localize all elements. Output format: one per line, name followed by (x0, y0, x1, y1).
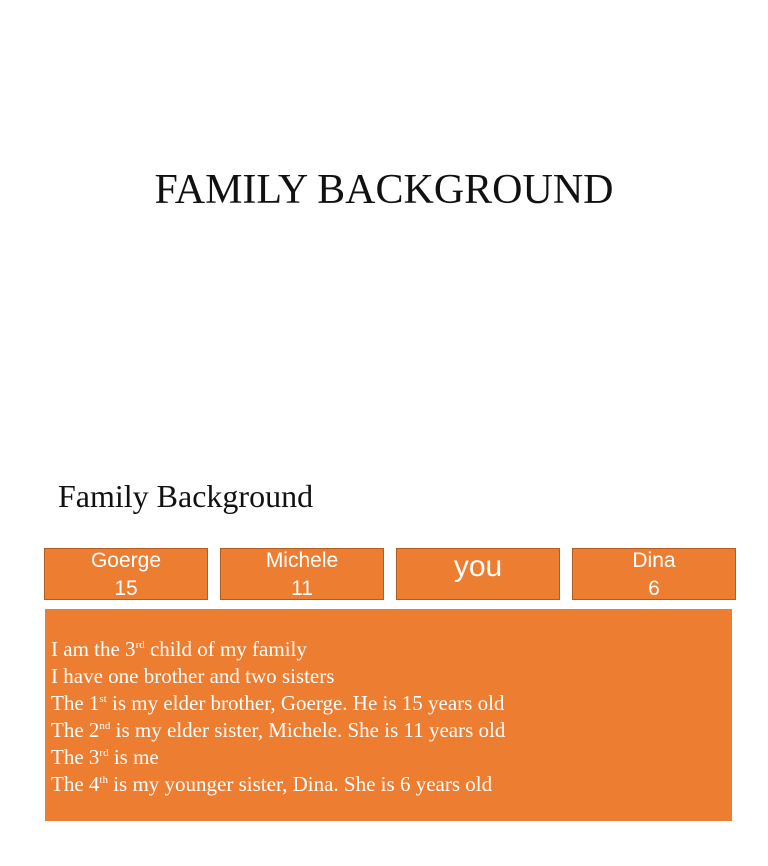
member-box-dina (572, 548, 736, 600)
member-name: Dina (632, 549, 676, 572)
description-line: I have one brother and two sisters (51, 664, 335, 688)
member-age: 15 (114, 577, 138, 600)
member-box-michele (220, 548, 384, 600)
slide-title: FAMILY BACKGROUND (154, 167, 614, 213)
description-line: The 1st is my elder brother, Goerge. He is 15 years old (51, 691, 505, 715)
description-box (45, 609, 732, 821)
member-age: 6 (648, 577, 660, 600)
member-name: Michele (265, 549, 339, 572)
member-box-you (396, 548, 560, 600)
section-heading: Family Background (58, 478, 314, 514)
description-line: I am the 3rd child of my family (51, 637, 307, 661)
member-age: 11 (291, 577, 313, 600)
member-name: you (453, 550, 503, 583)
description-line: The 3rd is me (51, 745, 159, 769)
description-line: The 2nd is my elder sister, Michele. She is 11 years old (51, 718, 506, 742)
member-box-goerge (44, 548, 208, 600)
description-line: The 4th is my younger sister, Dina. She is 6 years old (51, 772, 493, 796)
member-name: Goerge (90, 549, 162, 572)
